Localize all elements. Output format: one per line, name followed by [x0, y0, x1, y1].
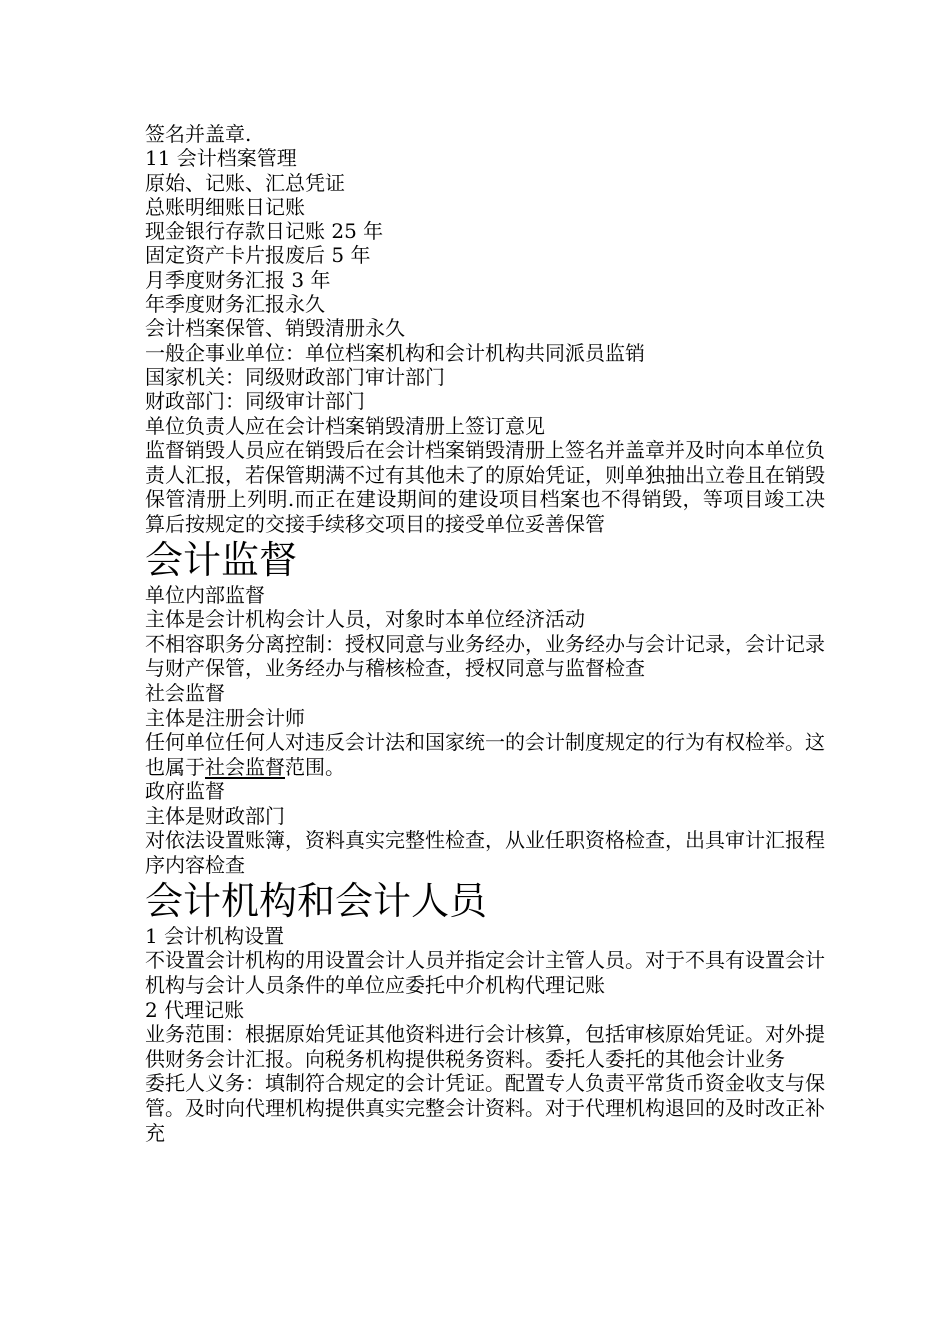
- social-supervision-subject: 主体是注册会计师: [145, 705, 305, 730]
- social-report-paragraph: [145, 730, 825, 780]
- section-title-supervision: 会计监督: [145, 538, 298, 583]
- archive-item: 单位负责人应在会计档案销毁清册上签订意见: [145, 413, 545, 438]
- archive-item: 总账明细账日记账: [145, 194, 305, 219]
- social-supervision-heading: 社会监督: [145, 681, 225, 706]
- archive-intro: 签名并盖章.: [145, 122, 252, 146]
- archive-item: 一般企事业单位：单位档案机构和会计机构共同派员监销: [145, 340, 645, 365]
- internal-supervision-heading: 单位内部监督: [145, 583, 265, 608]
- social-supervision-link[interactable]: 社会监督: [205, 754, 285, 779]
- archive-item: 月季度财务汇报 3 年: [145, 267, 331, 292]
- setup-paragraph: 不设置会计机构的用设置会计人员并指定会计主管人员。对于不具有设置会计机构与会计人员条件的单位应委托中介机构代理记账: [145, 947, 825, 997]
- gov-supervision-heading: 政府监督: [145, 779, 225, 804]
- gov-scope-paragraph: 对依法设置账簿，资料真实完整性检查，从业任职资格检查，出具审计汇报程序内容检查: [145, 828, 825, 877]
- social-report-text: 任何单位任何人对违反会计法和国家统一的会计制度规定的行为有权检举。这也属于: [145, 729, 825, 779]
- archive-paragraph: 监督销毁人员应在销毁后在会计档案销毁清册上签名并盖章并及时向本单位负责人汇报，若保管期满不过有其他未了的原始凭证，则单独抽出立卷且在销毁保管清册上列明.而正在建设期间的建设项目档案也不得销毁，等项目竣工决算后按规定的交接手续移交项目的接受单位妥善保管: [145, 437, 825, 537]
- archive-item: 原始、记账、汇总凭证: [145, 170, 345, 195]
- setup-heading: 1 会计机构设置: [145, 923, 285, 948]
- social-report-text-end: 范围。: [285, 754, 345, 779]
- archive-item: 固定资产卡片报废后 5 年: [145, 243, 371, 268]
- archive-heading: 11 会计档案管理: [145, 146, 297, 171]
- document-page: [145, 122, 825, 1146]
- internal-supervision-subject: 主体是会计机构会计人员，对象时本单位经济活动: [145, 607, 585, 632]
- archive-item: 会计档案保管、销毁清册永久: [145, 316, 405, 341]
- client-duty-paragraph: 委托人义务：填制符合规定的会计凭证。配置专人负责平常货币资金收支与保管。及时向代理机构提供真实完整会计资料。对于代理机构退回的及时改正补充: [145, 1071, 825, 1145]
- archive-item: 国家机关：同级财政部门审计部门: [145, 364, 445, 389]
- archive-item: 年季度财务汇报永久: [145, 292, 325, 317]
- section-title-institution: 会计机构和会计人员: [145, 878, 488, 923]
- archive-item: 现金银行存款日记账 25 年: [145, 219, 384, 244]
- agency-scope-paragraph: 业务范围：根据原始凭证其他资料进行会计核算，包括审核原始凭证。对外提供财务会计汇报。向税务机构提供税务资料。委托人委托的其他会计业务: [145, 1021, 825, 1071]
- agency-heading: 2 代理记账: [145, 997, 245, 1022]
- archive-item: 财政部门：同级审计部门: [145, 389, 365, 414]
- gov-supervision-subject: 主体是财政部门: [145, 803, 285, 828]
- internal-control-paragraph: 不相容职务分离控制：授权同意与业务经办，业务经办与会计记录，会计记录与财产保管，业务经办与稽核检查，授权同意与监督检查: [145, 631, 825, 681]
